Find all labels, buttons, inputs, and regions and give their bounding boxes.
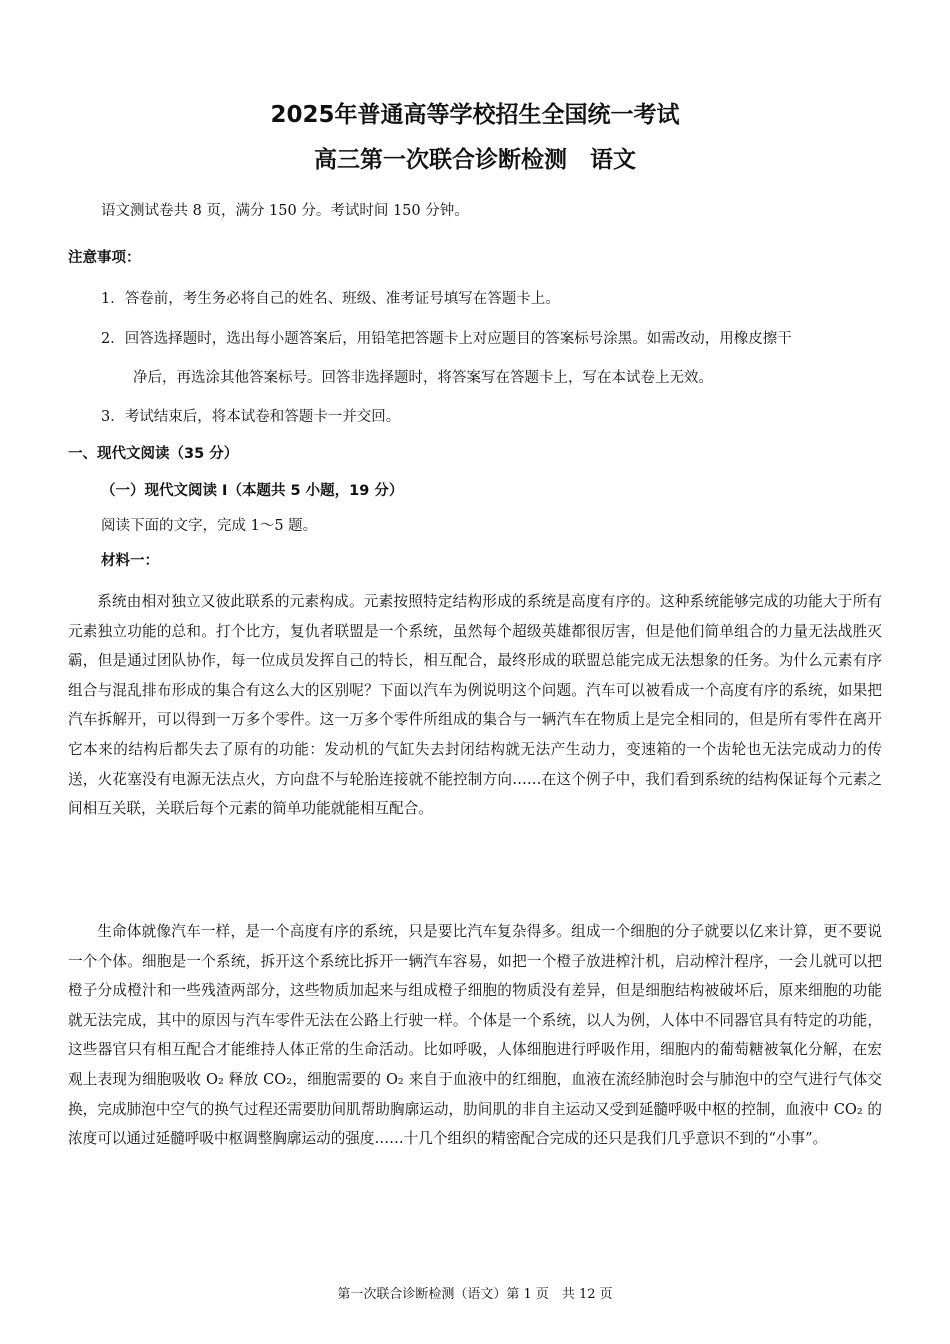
exam-intro: 语文测试卷共 8 页，满分 150 分。考试时间 150 分钟。 <box>101 203 469 219</box>
material-paragraph-1: 系统由相对独立又彼此联系的元素构成。元素按照特定结构形成的系统是高度有序的。这种系统能够完成的功能大于所有元素独立功能的总和。打个比方，复仇者联盟是一个系统，虽然每个超级英雄都很厉害，但是他们简单组合的力量无法战胜灭霸，但是通过团队协作，每一位成员发挥自己的特长，相互配合，最终形成的联盟总能完成无法想象的任务。为什么元素有序组合与混乱排布形成的集合有这么大的区别呢？下面以汽车为例说明这个问题。汽车可以被看成一个高度有序的系统，如果把汽车拆解开，可以得到一万多个零件。这一万多个零件所组成的集合与一辆汽车在物质上是完全相同的，但是所有零件在离开它本来的结构后都失去了原有的功能：发动机的气缸失去封闭结构就无法产生动力，变速箱的一个齿轮也无法完成动力的传送，火花塞没有电源无法点火，方向盘不与轮胎连接就不能控制方向……在这个例子中，我们看到系统的结构保证每个元素之间相互关联，关联后每个元素的简单功能就能相互配合。 <box>68 593 882 818</box>
page-footer: 第一次联合诊断检测（语文）第 1 页 共 12 页 <box>337 1287 613 1302</box>
notice-item-2-cont: 净后，再选涂其他答案标号。回答非选择题时，将答案写在答题卡上，写在本试卷上无效。 <box>133 370 713 386</box>
notice-item-2: 2．回答选择题时，选出每小题答案后，用铅笔把答题卡上对应题目的答案标号涂黑。如需改动，用橡皮擦干 <box>101 331 792 347</box>
exam-subtitle: 高三第一次联合诊断检测 语文 <box>314 147 636 173</box>
section-heading: 一、现代文阅读（35 分） <box>68 446 239 462</box>
section-sub-heading: （一）现代文阅读 I（本题共 5 小题，19 分） <box>101 483 404 499</box>
reading-instruction: 阅读下面的文字，完成 1～5 题。 <box>101 518 318 534</box>
notice-item-1: 1．答卷前，考生务必将自己的姓名、班级、准考证号填写在答题卡上。 <box>101 291 560 307</box>
notice-item-3: 3．考试结束后，将本试卷和答题卡一并交回。 <box>101 409 401 425</box>
material-paragraph-2: 生命体就像汽车一样，是一个高度有序的系统，只是要比汽车复杂得多。组成一个细胞的分子就要以亿来计算，更不要说一个个体。细胞是一个系统，拆开这个系统比拆开一辆汽车容易，如把一个橙子放进榨汁机，启动榨汁程序，一会儿就可以把橙子分成橙汁和一些残渣两部分，这些物质加起来与组成橙子细胞的物质没有差异，但是细胞结构被破坏后，原来细胞的功能就无法完成，其中的原因与汽车零件无法在公路上行驶一样。个体是一个系统，以人为例，人体中不同器官具有特定的功能，这些器官只有相互配合才能维持人体正常的生命活动。比如呼吸，人体细胞进行呼吸作用，细胞内的葡萄糖被氧化分解，在宏观上表现为细胞吸收 O₂ 释放 CO₂，细胞需要的 O₂ 来自于血液中的红细胞，血液在流经肺泡时会与肺泡中的空气进行气体交换，完成肺泡中空气的换气过程还需要肋间肌帮助胸廓运动，肋间肌的非自主运动又受到延髓呼吸中枢的控制，血液中 CO₂ 的浓度可以通过延髓呼吸中枢调整胸廓运动的强度……十几个组织的精密配合完成的还只是我们几乎意识不到的“小事”。 <box>68 923 882 1148</box>
notice-heading: 注意事项： <box>68 250 141 266</box>
exam-title: 2025年普通高等学校招生全国统一考试 <box>270 102 680 128</box>
material-label: 材料一： <box>101 553 159 569</box>
